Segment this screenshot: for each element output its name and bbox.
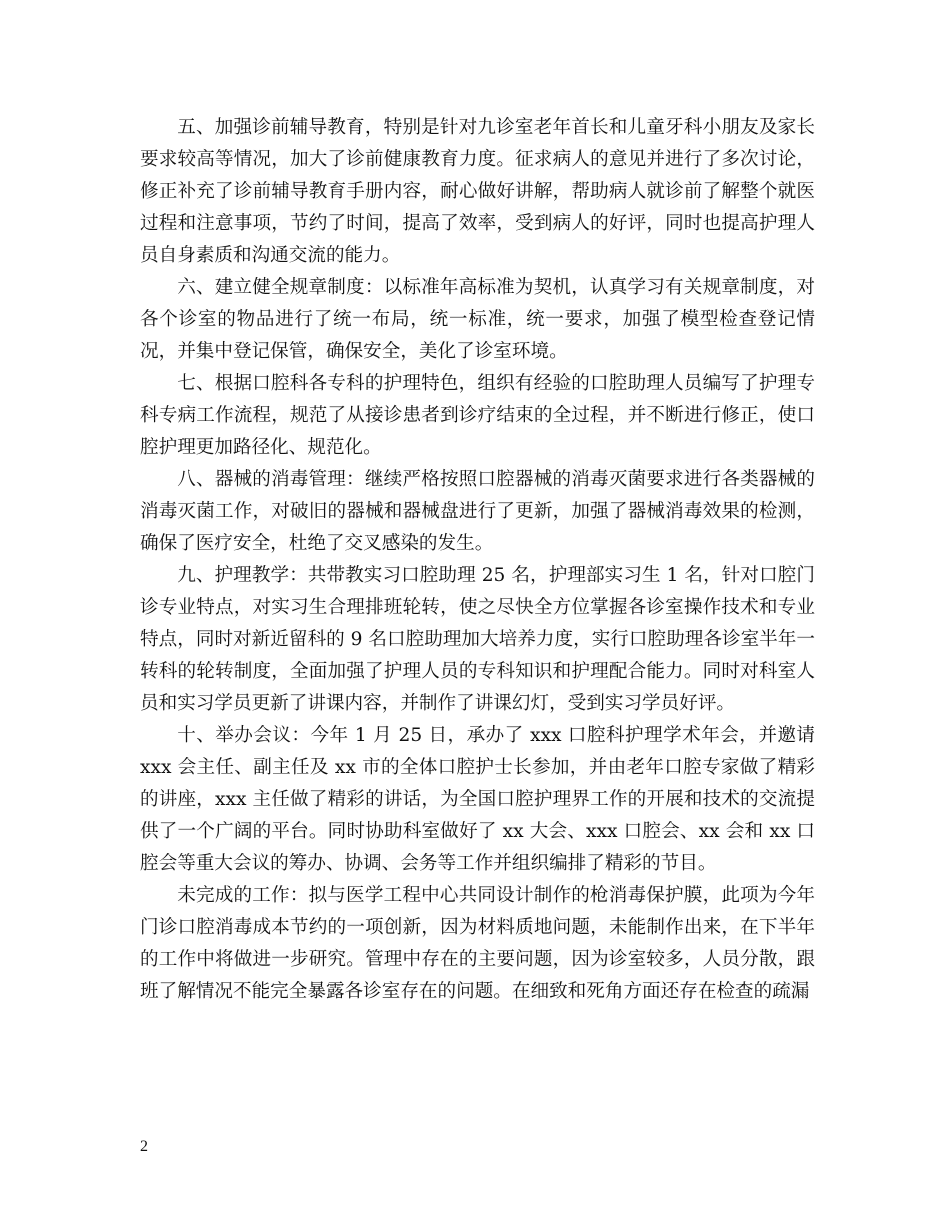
paragraph-item-8: 八、器械的消毒管理：继续严格按照口腔器械的消毒灭菌要求进行各类器械的消毒灭菌工作，对破旧的器械和器械盘进行了更新，加强了器械消毒效果的检测，确保了医疗安全，杜绝了交叉感染的发生。 [140, 469, 815, 554]
paragraph-item-9: 九、护理教学：共带教实习口腔助理 25 名，护理部实习生 1 名，针对口腔门诊专业特点，对实习生合理排班轮转，使之尽快全方位掌握各诊室操作技术和专业特点，同时对新近留科的 9 名口腔助理加大培养力度，实行口腔助理各诊室半年一转科的轮转制度，全面加强了护理人员的专科知识和护理配合能力。同时对科室人员和实习学员更新了讲课内容，并制作了讲课幻灯，受到实习学员好评。 [140, 565, 815, 714]
paragraph-item-6: 六、建立健全规章制度：以标准年高标准为契机，认真学习有关规章制度，对各个诊室的物品进行了统一布局，统一标准，统一要求，加强了模型检查登记情况，并集中登记保管，确保安全，美化了诊室环境。 [140, 277, 815, 362]
paragraph-item-5: 五、加强诊前辅导教育，特别是针对九诊室老年首长和儿童牙科小朋友及家长要求较高等情况，加大了诊前健康教育力度。征求病人的意见并进行了多次讨论，修正补充了诊前辅导教育手册内容，耐心做好讲解，帮助病人就诊前了解整个就医过程和注意事项，节约了时间，提高了效率，受到病人的好评，同时也提高护理人员自身素质和沟通交流的能力。 [140, 117, 815, 266]
paragraph-unfinished-work: 未完成的工作：拟与医学工程中心共同设计制作的枪消毒保护膜，此项为今年门诊口腔消毒成本节约的一项创新，因为材料质地问题，未能制作出来，在下半年的工作中将做进一步研究。管理中存在的主要问题，因为诊室较多，人员分散，跟班了解情况不能完全暴露各诊室存在的问题。在细致和死角方面还存在检查的疏漏 [140, 885, 815, 1002]
document-body [140, 112, 815, 1008]
page-number: 2 [140, 1138, 148, 1155]
paragraph-item-7: 七、根据口腔科各专科的护理特色，组织有经验的口腔助理人员编写了护理专科专病工作流程，规范了从接诊患者到诊疗结束的全过程，并不断进行修正，使口腔护理更加路径化、规范化。 [140, 373, 815, 458]
paragraph-item-10: 十、举办会议：今年 1 月 25 日，承办了 xxx 口腔科护理学术年会，并邀请 xxx 会主任、副主任及 xx 市的全体口腔护士长参加，并由老年口腔专家做了精彩的讲座，xxx 主任做了精彩的讲话，为全国口腔护理界工作的开展和技术的交流提供了一个广阔的平台。同时协助科室做好了 xx 大会、xxx 口腔会、xx 会和 xx 口腔会等重大会议的筹办、协调、会务等工作并组织编排了精彩的节目。 [140, 725, 815, 874]
